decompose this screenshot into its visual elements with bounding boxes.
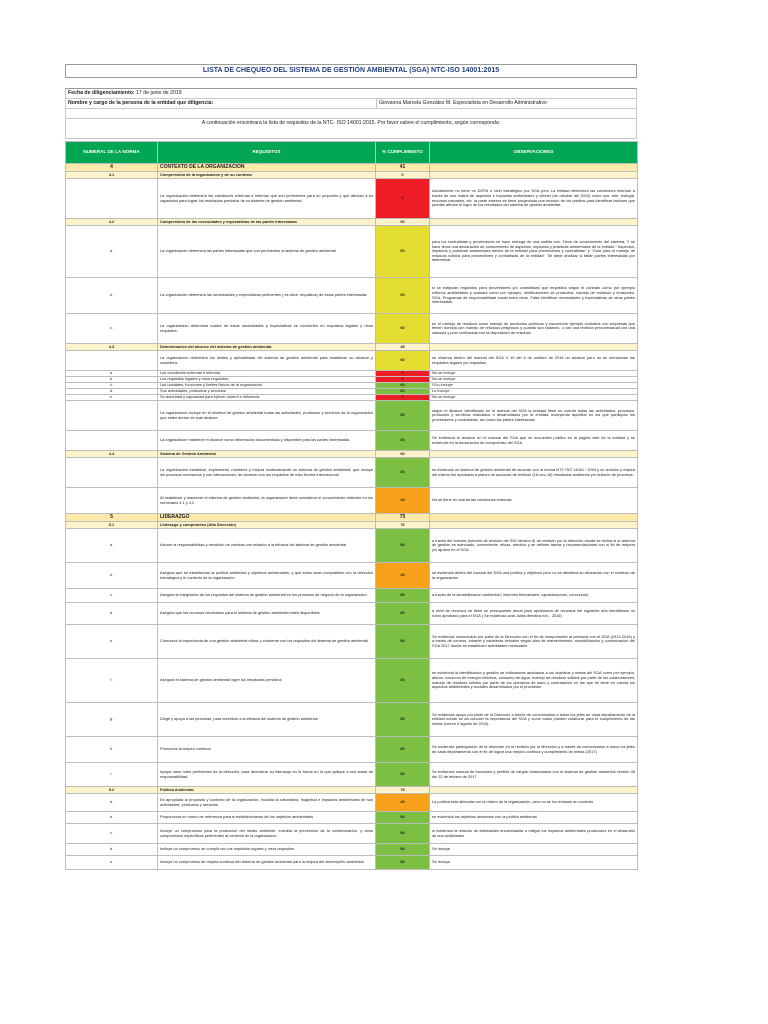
requirement-cell: Comprensión de las necesidades y expectativas de las partes interesadas [158, 219, 376, 226]
table-row [66, 401, 638, 431]
requirement-cell: Es apropiada al propósito y contexto de la organización, incluida la naturaleza, magnitud e impactos ambientales de sus actividades, productos y servicios [158, 794, 376, 812]
compliance-cell[interactable]: 80 [376, 824, 430, 844]
observation-cell[interactable]: si evidencia la relación de actividades encaminadas a mitigar los impactos ambientales producidos en el desarrollo de sus actividades [430, 824, 638, 844]
numeral-cell [66, 401, 158, 431]
numeral-cell: 5.1 [66, 522, 158, 529]
compliance-cell[interactable]: 60 [376, 314, 430, 344]
requirement-cell: Incluye un compromiso de mejora continua del sistema de gestión ambiental para la mejora del desempeño ambiental. [158, 856, 376, 870]
requirement-cell: Asegura que los recursos necesarios para el sistema de gestión ambiental estén disponibles [158, 603, 376, 625]
numeral-cell: a. [66, 371, 158, 377]
observation-cell[interactable]: en el manejo de residuos como manejo de productos químicos y escombros ejemplo contratos con empresas que tienen licencia con manejo de residuos peligrosos y cuando son radiaron, o con una revisión precontractual con una cláusula y post contractual con la disposición de residuos [430, 314, 638, 344]
compliance-cell[interactable]: 60 [376, 351, 430, 371]
numeral-cell [66, 458, 158, 488]
fecha-value[interactable]: 17 de junio de 2019 [136, 90, 182, 96]
blank-row [65, 109, 637, 119]
info-block [65, 88, 637, 139]
numeral-cell: 4.2 [66, 219, 158, 226]
table-row [66, 529, 638, 563]
requirement-cell: Asegura que se establezcan la política ambiental y objetivos ambientales, y que estos sean compatibles con la dirección estratégica y el contexto de la organización [158, 563, 376, 589]
observation-cell[interactable]: se evidencia los objetivos alineados con la política ambiental [430, 812, 638, 824]
observation-cell [430, 514, 638, 522]
numeral-cell: a. [66, 794, 158, 812]
observation-cell[interactable]: No se tiene en cuenta las cuestiones externas [430, 488, 638, 514]
table-row [66, 563, 638, 589]
table-row [66, 589, 638, 603]
observation-cell[interactable]: Lo incluye [430, 389, 638, 395]
requirement-cell: Liderazgo y compromiso (Alta Dirección) [158, 522, 376, 529]
numeral-cell: b. [66, 563, 158, 589]
requirement-cell: LIDERAZGO [158, 514, 376, 522]
compliance-cell[interactable]: 80 [376, 659, 430, 703]
requirement-cell: CONTEXTO DE LA ORGANIZACIÓN [158, 164, 376, 172]
observation-cell[interactable]: a nivel de recursos se tiene un presupuesto anual para aprobación de recursos del siguiente año identificado un rubro aprobado para el SGA ( Se evidencia acta Junta directiva nov - 2016) [430, 603, 638, 625]
compliance-cell[interactable]: 0 [376, 377, 430, 383]
requirement-cell: Comprensión de la organización y de su contexto [158, 172, 376, 179]
header-num: NUMERAL DE LA NORMA [66, 142, 158, 164]
numeral-cell: 5.2 [66, 787, 158, 794]
numeral-cell: d. [66, 389, 158, 395]
requirement-cell: La organización determina cuáles de estas necesidades y expectativas se convierten en requisitos legales y otros requisitos. [158, 314, 376, 344]
observation-cell[interactable]: Se evidencia manual de funciones y perfiles de cargos relacionados con el sistema de gestión ambiental versión 35 del 22 de febrero de 2017 [430, 763, 638, 787]
numeral-cell: c. [66, 383, 158, 389]
compliance-cell[interactable]: 0 [376, 395, 430, 401]
requirement-cell: Apoya otros roles pertinentes de la dirección, para demostrar su liderazgo en la forma en la que aplique a sus áreas de responsabilidad. [158, 763, 376, 787]
intro-text: A continuación encontrara la lista de requisitos de la NTC- ISO 14001:2015. Por favor valore el cumplimiento, según corresponda: [65, 119, 637, 139]
subsection-row [66, 451, 638, 458]
requirement-cell: La organización mantiene el alcance como información documentada y disponible para las partes interesadas. [158, 431, 376, 451]
requirement-cell: Las cuestiones externas e internas; [158, 371, 376, 377]
numeral-cell [66, 431, 158, 451]
observation-cell[interactable]: No se incluye [430, 395, 638, 401]
numeral-cell: 5 [66, 514, 158, 522]
table-row [66, 351, 638, 371]
compliance-cell[interactable]: 60 [376, 278, 430, 314]
numeral-cell: c. [66, 824, 158, 844]
table-row [66, 659, 638, 703]
numeral-cell: e. [66, 856, 158, 870]
requirement-cell: Dirige y apoya a las personas, para contribuir a la eficacia del sistema de gestión ambiental [158, 703, 376, 737]
numeral-cell: a. [66, 529, 158, 563]
compliance-cell[interactable]: 80 [376, 737, 430, 763]
numeral-cell: c. [66, 314, 158, 344]
header-obs: OBSERVACIONES [430, 142, 638, 164]
requirement-cell: Incluye un compromiso para la protección del medio ambiente, incluida la prevención de la contaminación, y otros compromisos específicos pertinentes al contexto de la organización [158, 824, 376, 844]
numeral-cell: d. [66, 603, 158, 625]
table-row [66, 763, 638, 787]
compliance-cell[interactable]: 80 [376, 812, 430, 824]
requirement-cell: Asegura la integración de los requisitos del sistema de gestión ambiental en los procesos de negocio de la organización [158, 589, 376, 603]
table-row [66, 625, 638, 659]
requirement-cell: La organización determina las cuestiones externas e internas que son pertinentes para su propósito y que afectan a su capacidad para lograr los resultados previstos de su sistema de gestión ambiental. [158, 179, 376, 219]
observation-cell[interactable]: a través del formato (informe de revisión del SIG Versión 8) de revisión por la dirección donde se revisa si el sistema de gestión es adecuado, conveniente, eficaz, efectivo y se definen tareas y recomendaciones con el fin de mejorar y/o ajustar en el SGA [430, 529, 638, 563]
numeral-cell: c. [66, 589, 158, 603]
observation-cell [430, 344, 638, 351]
table-row [66, 603, 638, 625]
observation-cell[interactable]: Se evidencia apoyo por parte de la Dirección a través de comunicados a todos los jefes de cada departamento de la entidad donde se da conocer la importancia del SGA y como todos pueden colaborar para el cumplimiento de las metas (correo 6 agosto de 2015) [430, 703, 638, 737]
compliance-cell[interactable]: 60 [376, 226, 430, 278]
requirement-cell: La organización determina las partes interesadas que son pertinentes al sistema de gestión ambiental [158, 226, 376, 278]
observation-cell [430, 451, 638, 458]
compliance-cell[interactable]: 80 [376, 401, 430, 431]
numeral-cell [66, 488, 158, 514]
requirement-cell: La organización incluye en el sistema de gestión ambiental todas las actividades, productos y servicios de la organización que estén dentro de este alcance. [158, 401, 376, 431]
requirement-cell: Promueve la mejora continua [158, 737, 376, 763]
persona-label: Nombre y cargo de la persona de la entidad que diligencia: [65, 99, 377, 108]
numeral-cell: f. [66, 659, 158, 703]
numeral-cell: d. [66, 844, 158, 856]
requirement-cell: Política Ambiental [158, 787, 376, 794]
compliance-cell[interactable]: 80 [376, 625, 430, 659]
table-row [66, 824, 638, 844]
numeral-cell: e. [66, 625, 158, 659]
numeral-cell: a. [66, 226, 158, 278]
table-row [66, 856, 638, 870]
numeral-cell [66, 351, 158, 371]
numeral-cell: 4.4 [66, 451, 158, 458]
compliance-cell: 60 [376, 451, 430, 458]
table-row [66, 458, 638, 488]
observation-cell [430, 164, 638, 172]
observation-cell[interactable]: Se evidencia comunicado por parte de la Dirección con el fin de comprometer al personal con el SGA (2013-2016) y a través de correos, intranet y carteleras virtuales según plan de mantenimiento, sensibilización y comunicación del SGA 2017 donde se establecen actividades mensuales [430, 625, 638, 659]
document-title: LISTA DE CHEQUEO DEL SISTEMA DE GESTIÓN AMBIENTAL (SGA) NTC-ISO 14001:2015 [65, 64, 637, 78]
header-req: REQUISITOS [158, 142, 376, 164]
table-row [66, 812, 638, 824]
compliance-cell[interactable]: 80 [376, 458, 430, 488]
observation-cell[interactable]: No se incluye [430, 377, 638, 383]
numeral-cell: 4 [66, 164, 158, 172]
compliance-cell[interactable]: 80 [376, 589, 430, 603]
numeral-cell: e. [66, 395, 158, 401]
requirement-cell: Los requisitos legales y otros requisitos; [158, 377, 376, 383]
compliance-cell[interactable]: 40 [376, 563, 430, 589]
table-header [66, 142, 638, 164]
compliance-cell[interactable]: 80 [376, 703, 430, 737]
numeral-cell [66, 179, 158, 219]
numeral-cell: 4.1 [66, 172, 158, 179]
header-pct: % CUMPLIMIENTO [376, 142, 430, 164]
checklist-sheet [65, 64, 637, 870]
requirement-cell: Determinación del alcance del sistema de gestión ambiental. [158, 344, 376, 351]
observation-cell[interactable]: No se incluye [430, 371, 638, 377]
observation-cell[interactable]: Se evidencia participación de la dirección en la revisión por la dirección y a través de comunicados a todos los jefes de cada departamento con el fin de lograr una mejora continua y cumplimiento de metas (2017) [430, 737, 638, 763]
subsection-row [66, 344, 638, 351]
observation-cell[interactable]: a través de la sensibilización ambiental ( informes trimestrales, capacitaciones, concursos) [430, 589, 638, 603]
compliance-cell[interactable]: 80 [376, 844, 430, 856]
observation-cell[interactable]: según el alcance identificado en el manual del SGA la entidad tiene en cuenta todas las actividades, procesos, productos y servicios realizados o desarrollados por la entidad, incluyendo aquellos en los que participan los proveedores y contratistas, así como las partes interesadas [430, 401, 638, 431]
observation-cell [430, 219, 638, 226]
observation-cell[interactable]: se evidencia la identificación y gestión de indicadores asociados a los objetivos y metas del SGA como por ejemplo, aforos, consumo de energía eléctrica, consumo de agua, manejo de residuos sólidos por parte de los colaboradores; manejo de residuos sólidos por parte de los operarios de aseo y contratación en las que se tiene en cuenta los aspectos ambientales y sociales desarrollados por el proveedor [430, 659, 638, 703]
compliance-cell: 0 [376, 172, 430, 179]
subsection-row [66, 787, 638, 794]
observation-cell [430, 787, 638, 794]
compliance-cell[interactable]: 80 [376, 763, 430, 787]
compliance-cell[interactable]: 80 [376, 529, 430, 563]
table-row [66, 179, 638, 219]
numeral-cell: i. [66, 763, 158, 787]
compliance-cell: 60 [376, 219, 430, 226]
section-row [66, 164, 638, 172]
observation-cell[interactable]: Se incluye [430, 844, 638, 856]
requirement-cell: Comunica la importancia de una gestión ambiental eficaz y conforme con los requisitos del sistema de gestión ambiental [158, 625, 376, 659]
requirement-cell: Incluye un compromiso de cumplir con los requisitos legales y otros requisitos [158, 844, 376, 856]
table-row [66, 737, 638, 763]
requirement-cell: La organización determina los límites y aplicabilidad del sistema de gestión ambiental para establecer su alcance y considera: [158, 351, 376, 371]
table-row [66, 278, 638, 314]
numeral-cell: b. [66, 377, 158, 383]
requirement-cell: Sus actividades, productos y servicios [158, 389, 376, 395]
compliance-cell[interactable]: 0 [376, 179, 430, 219]
requirement-cell: Asegura el sistema de gestión ambiental logre los resultados previstos [158, 659, 376, 703]
numeral-cell: b. [66, 278, 158, 314]
observation-cell[interactable]: si se estipulan requisitos para proveedores y/o contratistas que requisitos según el contrato como por ejemplo criterios ambientales y sociales como por ejemplo, certificaciones de productos, manejo de residuos y emisiones, SGA, Programas de responsabilidad social entre otros. Falta identificar necesidades y expectativas de otras partes interesadas [430, 278, 638, 314]
requirement-cell: Al establecer y mantener el sistema de gestión ambiental, la organización debe considerar el conocimiento obtenido en los numerales 4.1 y 4.2 [158, 488, 376, 514]
compliance-cell[interactable]: 80 [376, 856, 430, 870]
requirement-cell: Asume la responsabilidad y rendición de cuentas con relación a la eficacia del sistema de gestión ambiental [158, 529, 376, 563]
numeral-cell: h. [66, 737, 158, 763]
observation-cell[interactable]: para los contratistas y proveedores se hace entrega de una cartilla con: Tiene de conocimiento del sistema. Y se hace firma una declaración de conocimiento de aspectos, impactos y prácticas ambientales de la entidad " Aspectos, impactos y prácticas ambientales dentro de la entidad para proveedores y contratistas" y "Guía para el manejo de residuos sólidos para proveedores y contratistas de la entidad". Se debe analizar si faltan partes interesadas por determinar [430, 226, 638, 278]
numeral-cell: b. [66, 812, 158, 824]
compliance-cell[interactable]: 80 [376, 431, 430, 451]
requirement-cell: La organización determina las necesidades y expectativas pertinentes ( es decir, requisitos) de estas partes interesadas [158, 278, 376, 314]
requirements-table [65, 141, 638, 870]
observation-cell [430, 522, 638, 529]
observation-cell[interactable]: Si lo incluye [430, 383, 638, 389]
table-body [66, 164, 638, 870]
compliance-cell[interactable]: 60 [376, 383, 430, 389]
requirement-cell: Proporciona un marco de referencia para el establecimiento de los objetivos ambientales [158, 812, 376, 824]
table-row [66, 844, 638, 856]
requirement-cell: Su autoridad y capacidad para ejercer control e influencia [158, 395, 376, 401]
compliance-cell[interactable]: 60 [376, 389, 430, 395]
numeral-cell: 4.3 [66, 344, 158, 351]
table-row [66, 431, 638, 451]
requirement-cell: La organización establece, implementa, mantiene y mejora continuamente un sistema de gestión ambiental, que incluye los procesos necesarios y sus interacciones, de acuerdo con los requisitos de esta Norma Internacional [158, 458, 376, 488]
compliance-cell: 76 [376, 522, 430, 529]
subsection-row [66, 172, 638, 179]
observation-cell[interactable]: Se evidencia el alcance en el manual del SGA que se encuentra público en la página web de la entidad y se evidencia en la declaración de compromiso del SGA [430, 431, 638, 451]
observation-cell[interactable]: La política está alineada con la misión de la organización, pero no se ha revisado en contexto [430, 794, 638, 812]
subsection-row [66, 219, 638, 226]
observation-cell[interactable]: se observa dentro del manual del SGA V 10 del 6 de octubre de 2016 un alcance pero no se mencionan los requisitos legales y/o requisitos [430, 351, 638, 371]
compliance-cell[interactable]: 80 [376, 603, 430, 625]
observation-cell[interactable]: Se incluye [430, 856, 638, 870]
persona-value[interactable]: Giovanna Marcela González M. Especialista en Desarrollo Administrativo [377, 99, 637, 108]
persona-row [65, 99, 637, 109]
compliance-cell: 78 [376, 787, 430, 794]
observation-cell [430, 172, 638, 179]
compliance-cell[interactable]: 40 [376, 488, 430, 514]
fecha-row [65, 89, 637, 99]
table-row [66, 703, 638, 737]
observation-cell[interactable]: se evidencia dentro del manual del SGA una política y objetivos pero no se identifica su alineación con el contexto de la organización [430, 563, 638, 589]
table-row [66, 488, 638, 514]
fecha-label: Fecha de diligenciamiento: [68, 90, 135, 96]
subsection-row [66, 522, 638, 529]
observation-cell[interactable]: se evidencia un sistema de gestión ambiental de acuerdo con la norma NTC ISO 14001 : 2004 y su revisión y mejora del mismo fue aprobado a planes de acciones de revisión (18-nov-16) resultados auditorías y/o revisión de procesos. [430, 458, 638, 488]
compliance-cell: 45 [376, 344, 430, 351]
compliance-cell[interactable]: 0 [376, 371, 430, 377]
compliance-cell[interactable]: 40 [376, 794, 430, 812]
requirement-cell: Sistema de Gestión Ambiental [158, 451, 376, 458]
table-row [66, 794, 638, 812]
requirement-cell: Las unidades, funciones y límites físicos de la organización [158, 383, 376, 389]
compliance-cell: 41 [376, 164, 430, 172]
section-row [66, 514, 638, 522]
table-row [66, 314, 638, 344]
observation-cell[interactable]: Actualmente no tiene un DOFA o nivel estratégico por SGA pero La entidad determina las cuestiones internas a través de una matriz de aspectos e impactos ambientales y vitrinet (de octubre del 2015) como son: aire, energía, recursos naturales, etc. la parte externa se tiene proyectada una revisión de los predios para identificar factores que puedan afectar el logro de los resultados del sistema de gestión ambiental. [430, 179, 638, 219]
numeral-cell: g. [66, 703, 158, 737]
table-row [66, 226, 638, 278]
compliance-cell: 75 [376, 514, 430, 522]
